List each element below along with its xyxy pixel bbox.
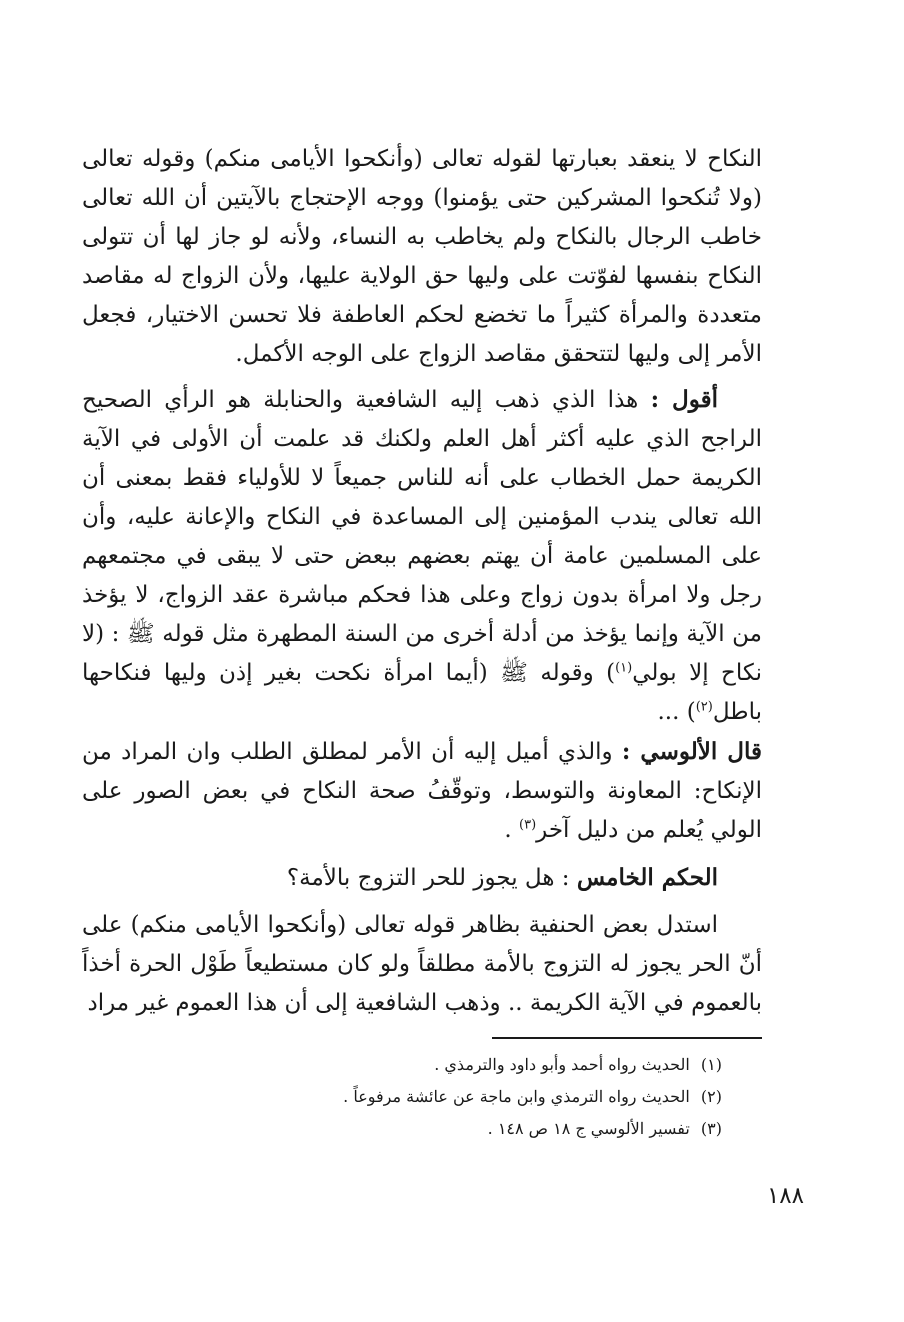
paragraph-1-text: النكاح لا ينعقد بعبارتها لقوله تعالى (وأنكحوا الأيامى منكم) وقوله تعالى (ولا تُنكحوا المشركين حتى يؤمنوا) ووجه الإحتجاج بالآيتين أن الله تعالى خاطب الرجال بالنكاح ولم يخاطب به النساء، ولأنه لو جاز لها أن تتولى النكاح بنفسها لفوّتت على وليها حق الولاية عليها، ولأن الزواج له مقاصد متعددة والمرأة كثيراً ما تخضع لحكم العاطفة فلا تحسن الاختيار، فجعل الأمر إلى وليها لتتحقق مقاصد الزواج على الوجه الأكمل. xyxy=(82,146,762,367)
footnote-ref-1: (١) xyxy=(615,660,633,676)
section-heading xyxy=(82,858,762,898)
paragraph-2-text: هذا الذي ذهب إليه الشافعية والحنابلة هو الرأي الصحيح الراجح الذي عليه أكثر أهل العلم ولكنك قد علمت أن الأولى في الآية الكريمة حمل الخطاب على أنه للناس جميعاً لا للأولياء فقط بمعنى أن الله تعالى يندب المؤمنين إلى المساعدة في النكاح والإعانة عليه، وأن على المسلمين عامة أن يهتم بعضهم ببعض حتى لا يبقى في مجتمعهم رجل ولا امرأة بدون زواج وعلى هذا فحكم مباشرة عقد الزواج، لا يؤخذ من الآية وإنما يؤخذ من أدلة أخرى من السنة المطهرة مثل قوله ﷺ : (لا نكاح إلا بولي xyxy=(82,387,762,686)
footnote-number: (٣) xyxy=(700,1119,722,1138)
paragraph-2-middle: ) وقوله ﷺ (أيما امرأة نكحت بغير إذن وليها فنكاحها باطل xyxy=(82,660,762,725)
paragraph-3-end: . xyxy=(504,817,519,843)
section-heading-question: : هل يجوز للحر التزوج بالأمة؟ xyxy=(286,865,577,891)
footnote-text: تفسير الألوسي ج ١٨ ص ١٤٨ . xyxy=(487,1119,690,1138)
footnotes-list xyxy=(82,1049,762,1145)
paragraph-2 xyxy=(82,380,762,850)
footnote-item xyxy=(82,1049,762,1081)
paragraph-3-lead: قال الألوسي : xyxy=(621,738,762,765)
footnote-number: (٢) xyxy=(700,1087,722,1106)
footnote-item xyxy=(82,1113,762,1145)
paragraph-2-lead: أقول : xyxy=(650,386,719,413)
footnote-ref-2: (٢) xyxy=(695,699,713,715)
paragraph-4-text: استدل بعض الحنفية بظاهر قوله تعالى (وأنكحوا الأيامى منكم) على أنّ الحر يجوز له التزوج بالأمة مطلقاً ولو كان مستطيعاً طَوْل الحرة أخذاً بالعموم في الآية الكريمة .. وذهب الشافعية إلى أن هذا العموم غير مراد xyxy=(82,912,762,1016)
footnote-text: الحديث رواه أحمد وأبو داود والترمذي . xyxy=(434,1055,690,1074)
footnote-text: الحديث رواه الترمذي وابن ماجة عن عائشة مرفوعاً . xyxy=(343,1087,690,1106)
paragraph-2-end: ) ... xyxy=(657,699,696,725)
page-body xyxy=(82,140,762,1145)
paragraph-3-text: والذي أميل إليه أن الأمر لمطلق الطلب وان المراد من الإنكاح: المعاونة والتوسط، وتوقّفُ صحة النكاح في بعض الصور على الولي يُعلم من دليل آخر xyxy=(82,739,762,843)
page-number: ١٨٨ xyxy=(766,1183,804,1209)
paragraph-4 xyxy=(82,906,762,1023)
section-heading-lead: الحكم الخامس xyxy=(576,864,718,891)
footnote-ref-3: (٣) xyxy=(519,817,537,833)
footnote-item xyxy=(82,1081,762,1113)
footnote-number: (١) xyxy=(700,1055,722,1074)
footnote-divider xyxy=(492,1037,762,1039)
paragraph-1 xyxy=(82,140,762,374)
